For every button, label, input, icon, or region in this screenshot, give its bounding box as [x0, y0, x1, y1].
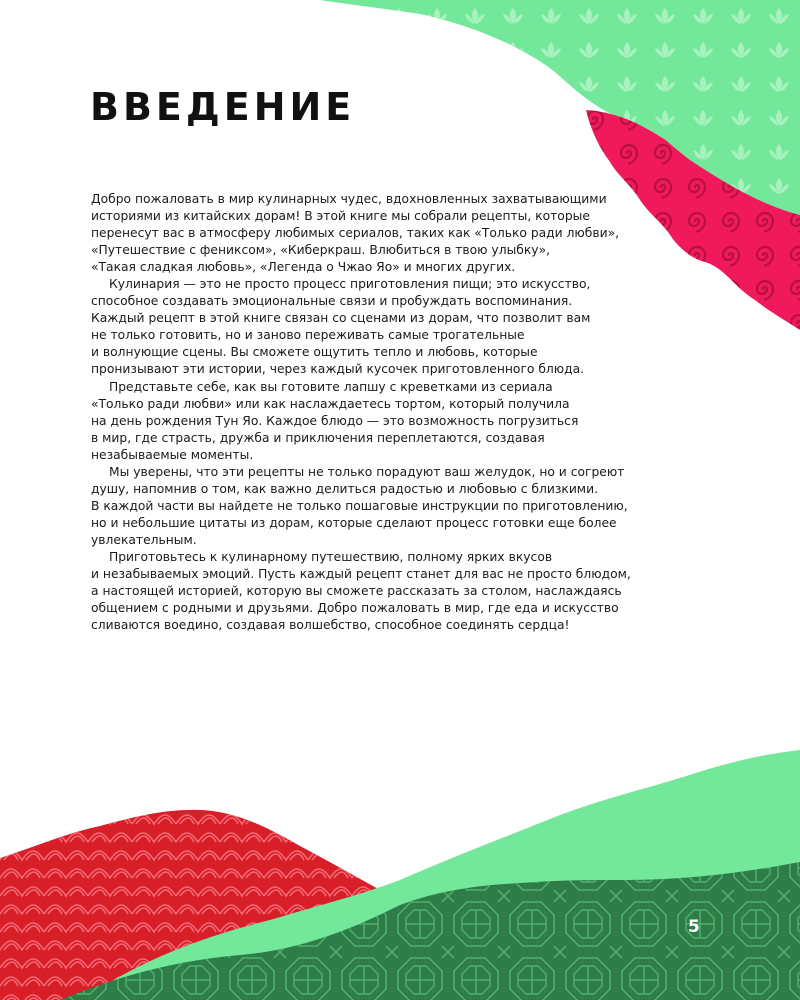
text-line: Каждый рецепт в этой книге связан со сценами из дорам, что позволит вам: [91, 311, 591, 326]
text-line: в мир, где страсть, дружба и приключения переплетаются, создавая: [91, 430, 545, 445]
intro-text: [91, 191, 631, 634]
text-line: увлекательным.: [91, 532, 197, 547]
text-line: Мы уверены, что эти рецепты не только порадуют ваш желудок, но и согреют: [109, 464, 625, 479]
text-line: а настоящей историей, которую вы сможете рассказать за столом, наслаждаясь: [91, 584, 622, 599]
text-line: общением с родными и друзьями. Добро пожаловать в мир, где еда и искусство: [91, 601, 619, 616]
text-line: «Такая сладкая любовь», «Легенда о Чжао Яо» и многих других.: [91, 260, 516, 275]
text-line: Представьте себе, как вы готовите лапшу с креветками из сериала: [109, 379, 553, 394]
text-line: на день рождения Тун Яо. Каждое блюдо — это возможность погрузиться: [91, 413, 579, 428]
text-line: способное создавать эмоциональные связи и пробуждать воспоминания.: [91, 294, 573, 309]
text-line: сливаются воедино, создавая волшебство, способное соединять сердца!: [91, 618, 570, 633]
page-title: ВВЕДЕНИЕ: [90, 85, 356, 129]
text-line: незабываемые моменты.: [91, 447, 254, 462]
text-line: но и небольшие цитаты из дорам, которые сделают процесс готовки еще более: [91, 515, 617, 530]
text-line: Добро пожаловать в мир кулинарных чудес, вдохновленных захватывающими: [91, 192, 607, 206]
text-line: историями из китайских дорам! В этой книге мы собрали рецепты, которые: [91, 209, 590, 224]
text-line: пронизывают эти истории, через каждый кусочек приготовленного блюда.: [91, 362, 585, 377]
text-line: В каждой части вы найдете не только пошаговые инструкции по приготовлению,: [91, 498, 628, 513]
text-line: Приготовьтесь к кулинарному путешествию, полному ярких вкусов: [109, 549, 553, 564]
page-number: 5: [688, 917, 700, 937]
text-line: и волнующие сцены. Вы сможете ощутить тепло и любовь, которые: [91, 345, 538, 360]
text-line: душу, напомнив о том, как важно делиться радостью и любовью с близкими.: [91, 481, 598, 496]
text-line: «Только ради любви» или как наслаждаетесь тортом, который получила: [91, 396, 570, 411]
text-line: «Путешествие с фениксом», «Киберкраш. Влюбиться в твою улыбку»,: [91, 243, 550, 258]
text-line: перенесут вас в атмосферу любимых сериалов, таких как «Только ради любви»,: [91, 226, 620, 241]
text-line: и незабываемых эмоций. Пусть каждый рецепт станет для вас не просто блюдом,: [91, 567, 631, 582]
text-line: Кулинария — это не просто процесс приготовления пищи; это искусство,: [109, 277, 591, 292]
text-line: не только готовить, но и заново переживать самые трогательные: [91, 328, 525, 343]
